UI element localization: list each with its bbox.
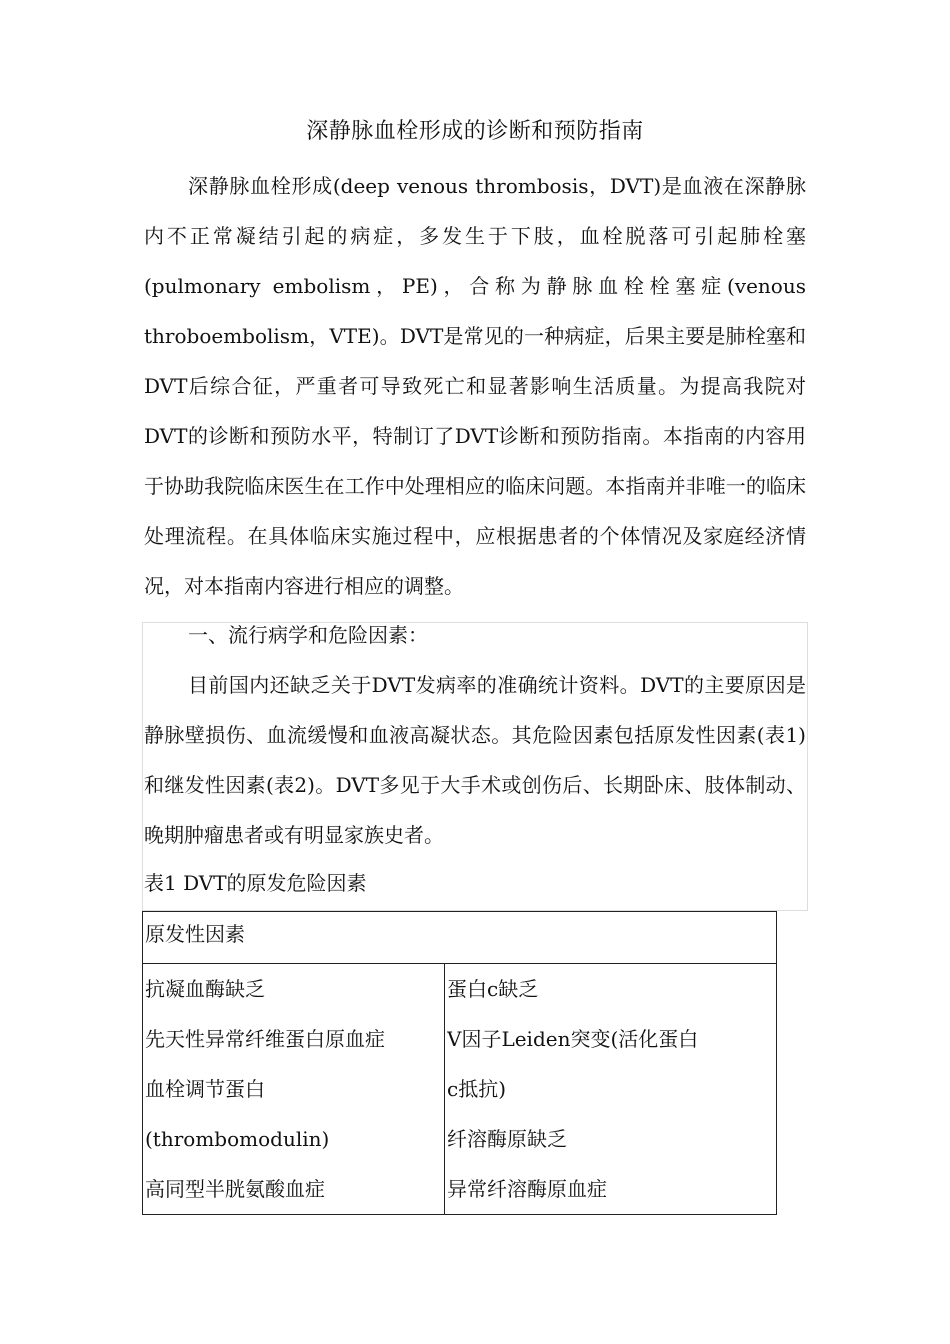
primary-risk-factor-table — [142, 911, 777, 1215]
intro-paragraph: 深静脉血栓形成(deep venous thrombosis，DVT)是血液在深静脉内不正常凝结引起的病症，多发生于下肢，血栓脱落可引起肺栓塞(pulmonary embolism，PE)，合称为静脉血栓栓塞症(venous throboembolism，VTE)。DVT是常见的一种病症，后果主要是肺栓塞和DVT后综合征，严重者可导致死亡和显著影响生活质量。为提高我院对DVT的诊断和预防水平，特制订了DVT诊断和预防指南。本指南的内容用于协助我院临床医生在工作中处理相应的临床问题。本指南并非唯一的临床处理流程。在具体临床实施过程中，应根据患者的个体情况及家庭经济情况，对本指南内容进行相应的调整。 — [144, 174, 806, 598]
table-header-label: 原发性因素 — [145, 922, 245, 946]
risk-factor-item: c抵抗) — [447, 1077, 507, 1101]
section-heading: 一、流行病学和危险因素： — [188, 623, 428, 647]
table-header-cell — [143, 912, 777, 964]
table-left-cell — [143, 964, 445, 1215]
risk-factor-item: 血栓调节蛋白 — [145, 1077, 265, 1101]
risk-factor-item: 蛋白c缺乏 — [447, 977, 539, 1001]
table-right-cell — [445, 964, 777, 1215]
risk-factor-item: V因子Leiden突变(活化蛋白 — [447, 1027, 699, 1051]
document-title: 深静脉血栓形成的诊断和预防指南 — [306, 119, 644, 144]
risk-factor-item: 抗凝血酶缺乏 — [145, 977, 265, 1001]
risk-factor-item: 先天性异常纤维蛋白原血症 — [145, 1027, 385, 1051]
section-paragraph: 目前国内还缺乏关于DVT发病率的准确统计资料。DVT的主要原因是静脉壁损伤、血流缓慢和血液高凝状态。其危险因素包括原发性因素(表1)和继发性因素(表2)。DVT多见于大手术或创伤后、长期卧床、肢体制动、晚期肿瘤患者或有明显家族史者。 — [144, 673, 806, 847]
risk-factor-item: (thrombomodulin) — [145, 1127, 330, 1151]
risk-factor-item: 纤溶酶原缺乏 — [447, 1127, 567, 1151]
risk-factor-item: 异常纤溶酶原血症 — [447, 1177, 607, 1201]
risk-factor-item: 高同型半胱氨酸血症 — [145, 1177, 325, 1201]
table-caption: 表1 DVT的原发危险因素 — [144, 871, 367, 895]
